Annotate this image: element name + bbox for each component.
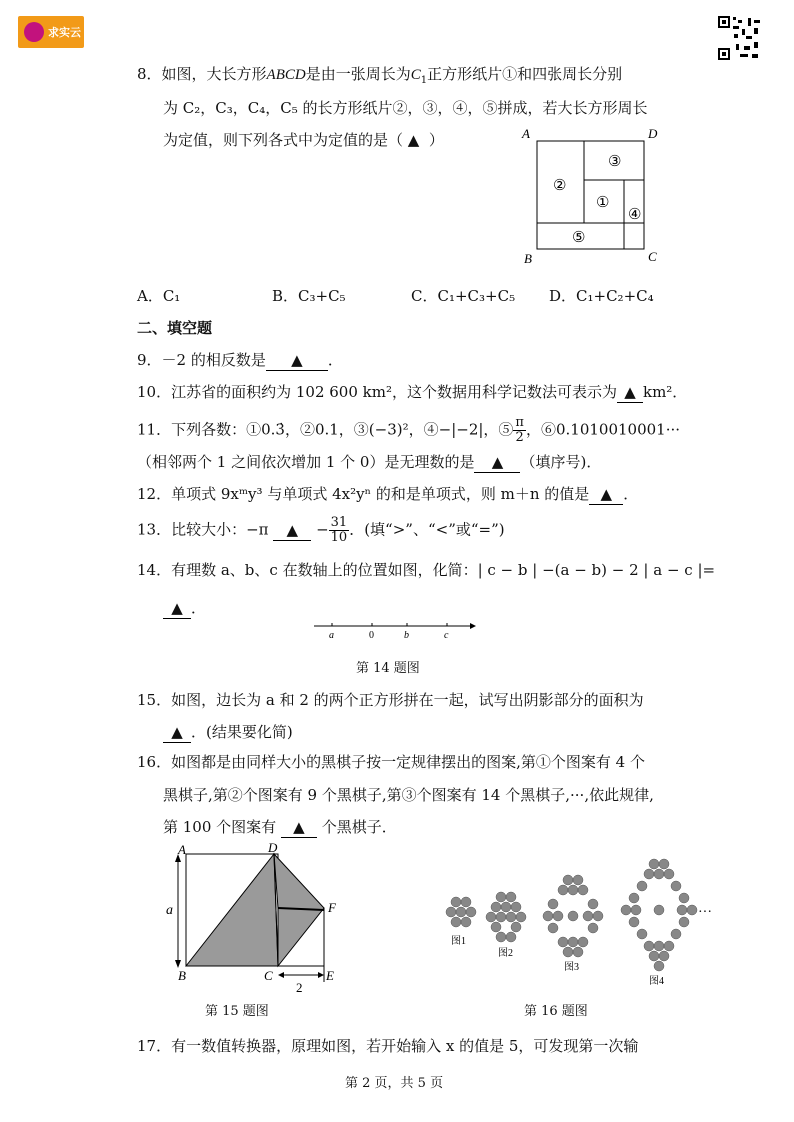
fig-label-2: 图2 (498, 948, 513, 959)
q16-line2: 黑棋子,第②个图案有 9 个黑棋子,第③个图案有 14 个黑棋子,···,依此规律, (163, 786, 654, 804)
fig-label-4: 图4 (649, 976, 664, 987)
q11-line2: （相邻两个 1 之间依次增加 1 个 0）是无理数的是 ▲ （填序号)． (137, 453, 602, 471)
label-C: C (648, 249, 657, 264)
tick-b: b (404, 630, 409, 641)
q8-option-d: D．C₁+C₂+C₄ (549, 287, 654, 305)
label-C: C (264, 968, 273, 983)
q16-caption: 第 16 题图 (524, 1004, 588, 1019)
answer-triangle: ▲ (407, 131, 420, 149)
qr-code-icon (716, 14, 764, 62)
pattern-3 (543, 875, 603, 957)
label-a: a (166, 903, 173, 918)
piece-4: ④ (628, 207, 642, 223)
ellipsis: ··· (698, 905, 712, 920)
q8-line3: 为定值，则下列各式中为定值的是（ ▲ ） (163, 131, 444, 149)
q8-option-a: A．C₁ (137, 287, 181, 305)
fig-label-1: 图1 (451, 936, 466, 947)
label-D: D (268, 842, 278, 855)
number-line (310, 618, 480, 642)
q14: 14．有理数 a、b、c 在数轴上的位置如图，化简：| c − b | −(a − b) − 2 | a − c |= (137, 561, 716, 579)
fig-label-3: 图3 (564, 962, 579, 973)
piece-5: ⑤ (572, 230, 586, 246)
q16-line1: 16．如图都是由同样大小的黑棋子按一定规律摆出的图案,第①个图案有 4 个 (137, 753, 645, 771)
q15-caption: 第 15 题图 (205, 1004, 269, 1019)
pattern-4 (621, 859, 697, 971)
q8-line1: 8．如图，大长方形ABCD是由一张周长为$C_1$正方形纸片①和四张周长分别 (137, 65, 623, 86)
q9: 9．－2 的相反数是 ▲ ． (137, 351, 343, 369)
q11-line1: 11．下列各数：①0.3̇，②0.1，③(−3)²，④−|−2|，⑤ $\frac{\pi}{2}$ ，⑥0.1010010001··· (137, 415, 681, 445)
q15-line1: 15．如图，边长为 a 和 2 的两个正方形拼在一起，试写出阴影部分的面积为 (137, 691, 644, 709)
q10: 10．江苏省的面积约为 102 600 km²，这个数据用科学记数法可表示为 ▲ km²． (137, 383, 688, 401)
section-title: 二、填空题 (137, 319, 213, 337)
q13: 13．比较大小：−π ▲ − $\frac{31}{10}$ ．(填“>”、“<”或“=”) (137, 515, 505, 545)
q16-stones-figure (436, 852, 726, 992)
piece-1: ① (596, 195, 610, 211)
q12: 12．单项式 9xᵐy³ 与单项式 4x²yⁿ 的和是单项式，则 m＋n 的值是 ▲ ． (137, 485, 639, 503)
label-B: B (178, 968, 186, 983)
page-footer: 第 2 页，共 5 页 (345, 1076, 444, 1091)
label-D: D (648, 126, 658, 141)
q8-option-c: C．C₁+C₃+C₅ (411, 287, 516, 305)
tick-c: c (444, 630, 449, 641)
piece-3: ③ (608, 154, 622, 170)
q8-line2: 为 C₂，C₃，C₄，C₅ 的长方形纸片②，③，④，⑤拼成，若大长方形周长 (163, 99, 648, 117)
q14-caption: 第 14 题图 (356, 661, 420, 676)
label-F: F (328, 900, 336, 915)
logo-mark-icon (24, 22, 44, 42)
logo-text: 求实云 (48, 27, 81, 39)
piece-2: ② (553, 178, 567, 194)
q14-blank: ▲ ． (163, 598, 206, 619)
q15-squares-figure (160, 842, 360, 997)
pattern-1 (446, 897, 476, 927)
q8-option-b: B．C₃+C₅ (272, 287, 346, 305)
label-E: E (326, 968, 334, 983)
pattern-2 (486, 892, 526, 942)
q16-line3: 第 100 个图案有 ▲ 个黑棋子． (163, 818, 397, 836)
label-B: B (524, 251, 532, 266)
label-2: 2 (296, 980, 303, 995)
tick-a: a (329, 630, 334, 641)
tick-0: 0 (369, 630, 374, 641)
q17-line1: 17．有一数值转换器，原理如图，若开始输入 x 的值是 5，可发现第一次输 (137, 1037, 639, 1055)
label-A: A (178, 842, 186, 857)
q8-rectangle-figure (520, 124, 670, 268)
brand-logo (18, 16, 84, 48)
label-A: A (522, 126, 530, 141)
q15-line2: ▲ ．(结果要化简) (163, 722, 293, 743)
